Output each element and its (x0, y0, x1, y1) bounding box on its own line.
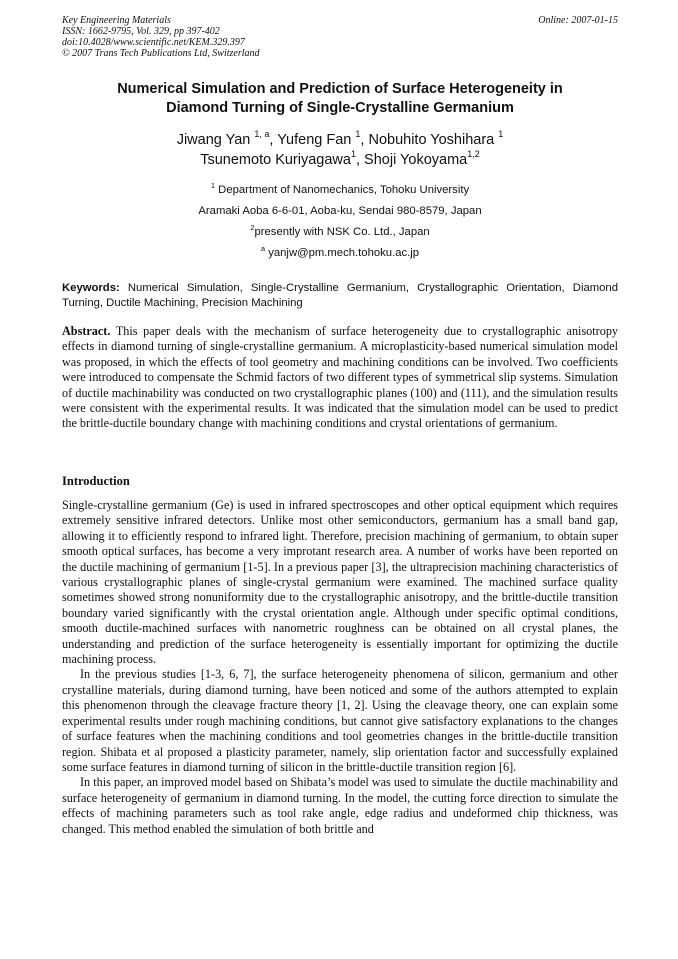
copyright-line: © 2007 Trans Tech Publications Ltd, Switzerland (62, 48, 260, 59)
email-address: yanjw@pm.mech.tohoku.ac.jp (268, 247, 420, 259)
email-mark: a (260, 244, 266, 253)
author-name: Yufeng Fan (277, 132, 352, 148)
paragraph: In this paper, an improved model based on Shibata’s model was used to simulate the ductile machinability and surface heterogeneity of germanium in diamond turning. In the model, the cutting force direction to simulate the effects of machining parameters such as tool rake angle, edge radius and undeformed chip thickness, was changed. This method enabled the simulation of both brittle and (62, 775, 618, 836)
author-name: Shoji Yokoyama (364, 152, 468, 168)
introduction-heading: Introduction (62, 474, 130, 488)
paragraph: Single-crystalline germanium (Ge) is used in infrared spectroscopes and other optical equipment which requires extremely sensitive infrared detectors. Unlike most other semiconductors, germanium has a small band gap, allowing it to efficiently respond to infrared light. Therefore, precision machining of germanium, to obtain super smooth optical surfaces, has become a very improtant research area. A number of works have been reported on the ductile machining of germanium [1-5]. In a previous paper [3], the ultraprecision machining characteristics of various crystallographic planes of single-crystal germanium were examined. The machined surface quality sometimes showed strong nonuniformity due to the crystallographic anisotropy, and the brittle-ductile transition boundary varied significantly with the crystal orientation angle. Although under specific optimal conditions, smooth ductile-machined surfaces with nanometric roughness can be obtained on all crystal planes, the understanding and prediction of the surface heterogeneity is essentially important for optimizing the ductile machining process. (62, 498, 618, 667)
doi-line: doi:10.4028/www.scientific.net/KEM.329.397 (62, 37, 245, 48)
paper-title (62, 80, 618, 118)
introduction-body (62, 498, 618, 837)
paragraph: In the previous studies [1-3, 6, 7], the surface heterogeneity phenomena of silicon, germanium and other crystalline materials, during diamond turning, have been noticed and some of the authors attempted to explain this phenomenon through the cleavage fracture theory [1, 2]. Using the cleavage theory, one can explain some experimental results under rough machining conditions, but cannot give satisfactory explanations to the changes of surface features when the machining conditions and tool geometries changes in the brittle-ductile transition region. Shibata et al proposed a plasticity parameter, namely, slip orientation factor and successfully explained some surface features in diamond turning of silicon in the brittle-ductile transition region [6]. (62, 667, 618, 774)
author-name: Jiwang Yan (176, 132, 251, 148)
abstract-label: Abstract. (62, 324, 111, 338)
affiliation-text: presently with NSK Co. Ltd., Japan (254, 226, 430, 238)
author-name: Nobuhito Yoshihara (368, 132, 495, 148)
author-affiliation-mark: 1 (350, 149, 356, 159)
affiliation-block (62, 180, 618, 264)
abstract-text: This paper deals with the mechanism of surface heterogeneity due to crystallographic anisotropy effects in diamond turning of single-crystalline germanium. A microplasticity-based numerical simulation model was proposed, in which the effects of tool geometry and machining conditions can be involved. Two coefficients were introduced to compensate the Schmid factors of two different types of symmetrical slip systems. Simulation of ductile machinability was conducted on two crystallographic planes (100) and (111), and the simulation results were consistent with the experimental results. It was indicated that the simulation model can be used to predict the brittle-ductile boundary change with machining conditions and crystal orientations of germanium. (62, 324, 619, 431)
keywords-label: Keywords: (62, 282, 120, 294)
author-affiliation-mark: 1,2 (467, 149, 480, 159)
keywords-text: Numerical Simulation, Single-Crystalline Germanium, Crystallographic Orientation, Diamond Turning, Ductile Machining, Precision Machining (62, 282, 618, 309)
title-line-2: Diamond Turning of Single-Crystalline Germanium (166, 100, 514, 116)
author-affiliation-mark: 1 (355, 129, 361, 139)
online-date: Online: 2007-01-15 (538, 15, 618, 26)
author-affiliation-mark: 1, a (254, 129, 270, 139)
journal-name: Key Engineering Materials (62, 15, 171, 26)
affiliation-1 (62, 180, 618, 201)
keywords-section (62, 281, 618, 311)
affiliation-text: Department of Nanomechanics, Tohoku University (218, 184, 470, 196)
journal-header (62, 15, 618, 59)
authors-line-2: Tsunemoto Kuriyagawa$^1$, Shoji Yokoyama$^{1,2}$ (200, 149, 480, 168)
title-line-1: Numerical Simulation and Prediction of Surface Heterogeneity in (117, 81, 563, 97)
abstract-section (62, 324, 618, 432)
affiliation-mark: 1 (210, 181, 216, 190)
author-affiliation-mark: 1 (498, 129, 504, 139)
issn-line: ISSN: 1662-9795, Vol. 329, pp 397-402 (62, 26, 220, 37)
author-list (62, 130, 618, 170)
affiliation-address: Aramaki Aoba 6-6-01, Aoba-ku, Sendai 980-8579, Japan (198, 205, 482, 217)
authors-line-1: Jiwang Yan $^{1, a}$, Yufeng Fan $^1$, Nobuhito Yoshihara $^1$ (176, 129, 504, 148)
affiliation-2 (62, 222, 618, 243)
affiliation-mark: 2 (250, 223, 255, 232)
author-name: Tsunemoto Kuriyagawa (200, 152, 351, 168)
author-email (62, 243, 618, 264)
